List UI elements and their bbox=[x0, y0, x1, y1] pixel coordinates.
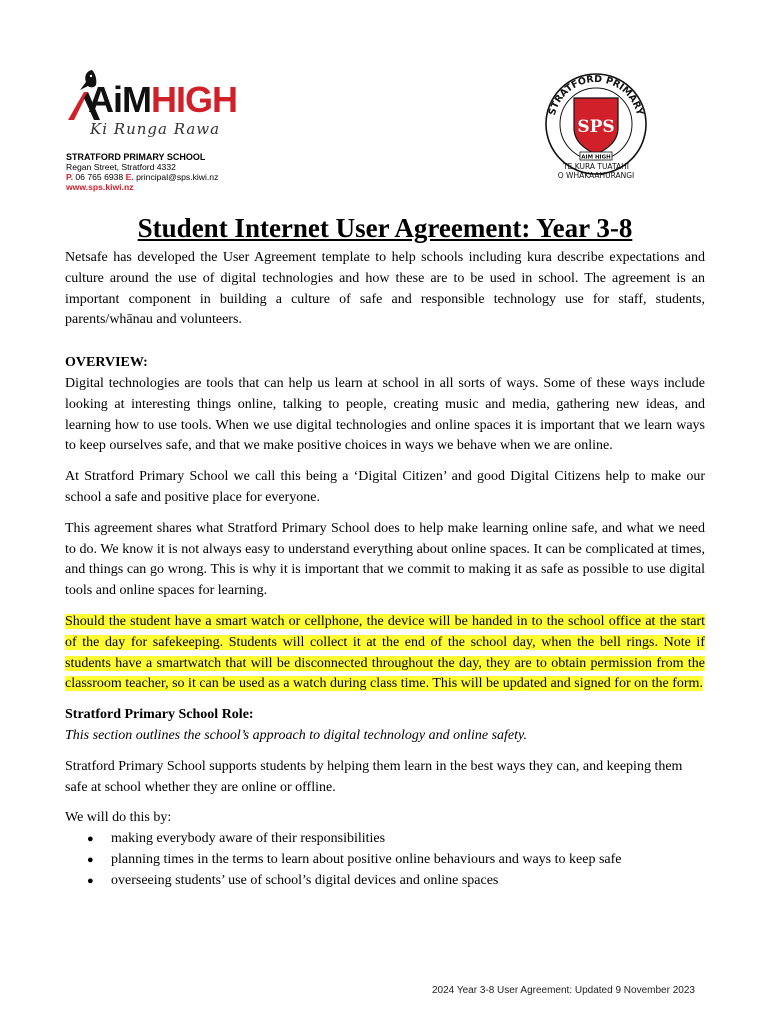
crest-ring-bottom-1: TE KURA TUATAHI bbox=[563, 162, 629, 171]
school-role-list bbox=[65, 829, 705, 891]
crest-ring-bottom-2: O WHAKAAHURANGI bbox=[557, 171, 635, 180]
school-address: Regan Street, Stratford 4332 bbox=[66, 162, 176, 172]
brand-high: HIGH bbox=[151, 79, 237, 120]
agreement-body bbox=[65, 248, 705, 892]
school-phone: 06 765 6938 bbox=[75, 172, 124, 182]
device-policy-paragraph bbox=[65, 612, 705, 695]
school-crest-icon bbox=[540, 68, 652, 188]
overview-paragraph-2: At Stratford Primary School we call this being a ‘Digital Citizen’ and good Digital Citizens help to make our school a safe and positive place for everyone. bbox=[65, 469, 705, 505]
school-role-subheading: This section outlines the school’s approach to digital technology and online safety. bbox=[65, 727, 527, 743]
crest-motto: AIM HIGH bbox=[581, 154, 611, 161]
crest-ring-top: STRATFORD PRIMARY bbox=[546, 73, 646, 117]
overview-paragraph-1: Digital technologies are tools that can help us learn at school in all sorts of ways. Some of these ways include looking at interesting things online, talking to people, creating music and media, gathering new ideas, and learning how to use tools. When we use digital technologies and online spaces it is important that we learn ways to keep ourselves safe, and that we make positive choices in ways we behave when we are online. bbox=[65, 375, 705, 454]
brand-aim: AiM bbox=[88, 79, 151, 120]
list-item: ● planning times in the terms to learn about positive online behaviours and ways to keep safe bbox=[65, 850, 705, 871]
school-role-heading: Stratford Primary School Role: bbox=[65, 707, 254, 723]
device-policy-highlight: Should the student have a smart watch or cellphone, the device will be handed in to the school office at the start of the day for safekeeping. Students will collect it at the end of the school day, when the bell rings. Note if students have a smartwatch that will be disconnected throughout the day, they are to obtain permission from the classroom teacher, so it can be used as a watch during class time. This will be updated and signed for on the form. bbox=[65, 613, 705, 692]
brand-tagline: Ki Runga Rawa bbox=[90, 120, 221, 138]
school-website-link[interactable]: www.sps.kiwi.nz bbox=[66, 182, 134, 192]
list-item: ● overseeing students’ use of school’s digital devices and online spaces bbox=[65, 871, 705, 892]
phone-label: P. bbox=[66, 172, 74, 182]
school-logo-block bbox=[66, 68, 286, 192]
school-role-lead: We will do this by: bbox=[65, 810, 172, 826]
overview-heading: OVERVIEW: bbox=[65, 355, 148, 371]
school-contact-info bbox=[66, 152, 218, 192]
page-title: Student Internet User Agreement: Year 3-8 bbox=[137, 213, 633, 243]
brand-wordmark bbox=[88, 80, 237, 120]
school-phone-email bbox=[66, 172, 218, 182]
email-label: E. bbox=[125, 172, 134, 182]
aimhigh-logo bbox=[66, 68, 286, 138]
page-footer: 2024 Year 3-8 User Agreement: Updated 9 November 2023 bbox=[432, 985, 695, 996]
list-item: ● making everybody aware of their responsibilities bbox=[65, 829, 705, 850]
overview-paragraph-3: This agreement shares what Stratford Primary School does to help make learning online safe, and what we need to do. We know it is not always easy to understand everything about online spaces. It can be complicated at times, and things can go wrong. This is why it is important that we commit to making it as safe as possible to use digital tools and online spaces for learning. bbox=[65, 520, 705, 599]
school-name: STRATFORD PRIMARY SCHOOL bbox=[66, 152, 206, 162]
intro-paragraph: Netsafe has developed the User Agreement template to help schools including kura describe expectations and culture around the use of digital technologies and how these are to be used in school. The agreement is an important component in building a culture of safe and responsible technology use for staff, students, parents/whānau and volunteers. bbox=[65, 250, 705, 328]
school-role-paragraph: Stratford Primary School supports students by helping them learn in the best ways they can, and keeping them safe at school whether they are online or offline. bbox=[65, 758, 683, 795]
school-email[interactable]: principal@sps.kiwi.nz bbox=[136, 172, 219, 182]
crest-monogram: SPS bbox=[577, 117, 615, 137]
